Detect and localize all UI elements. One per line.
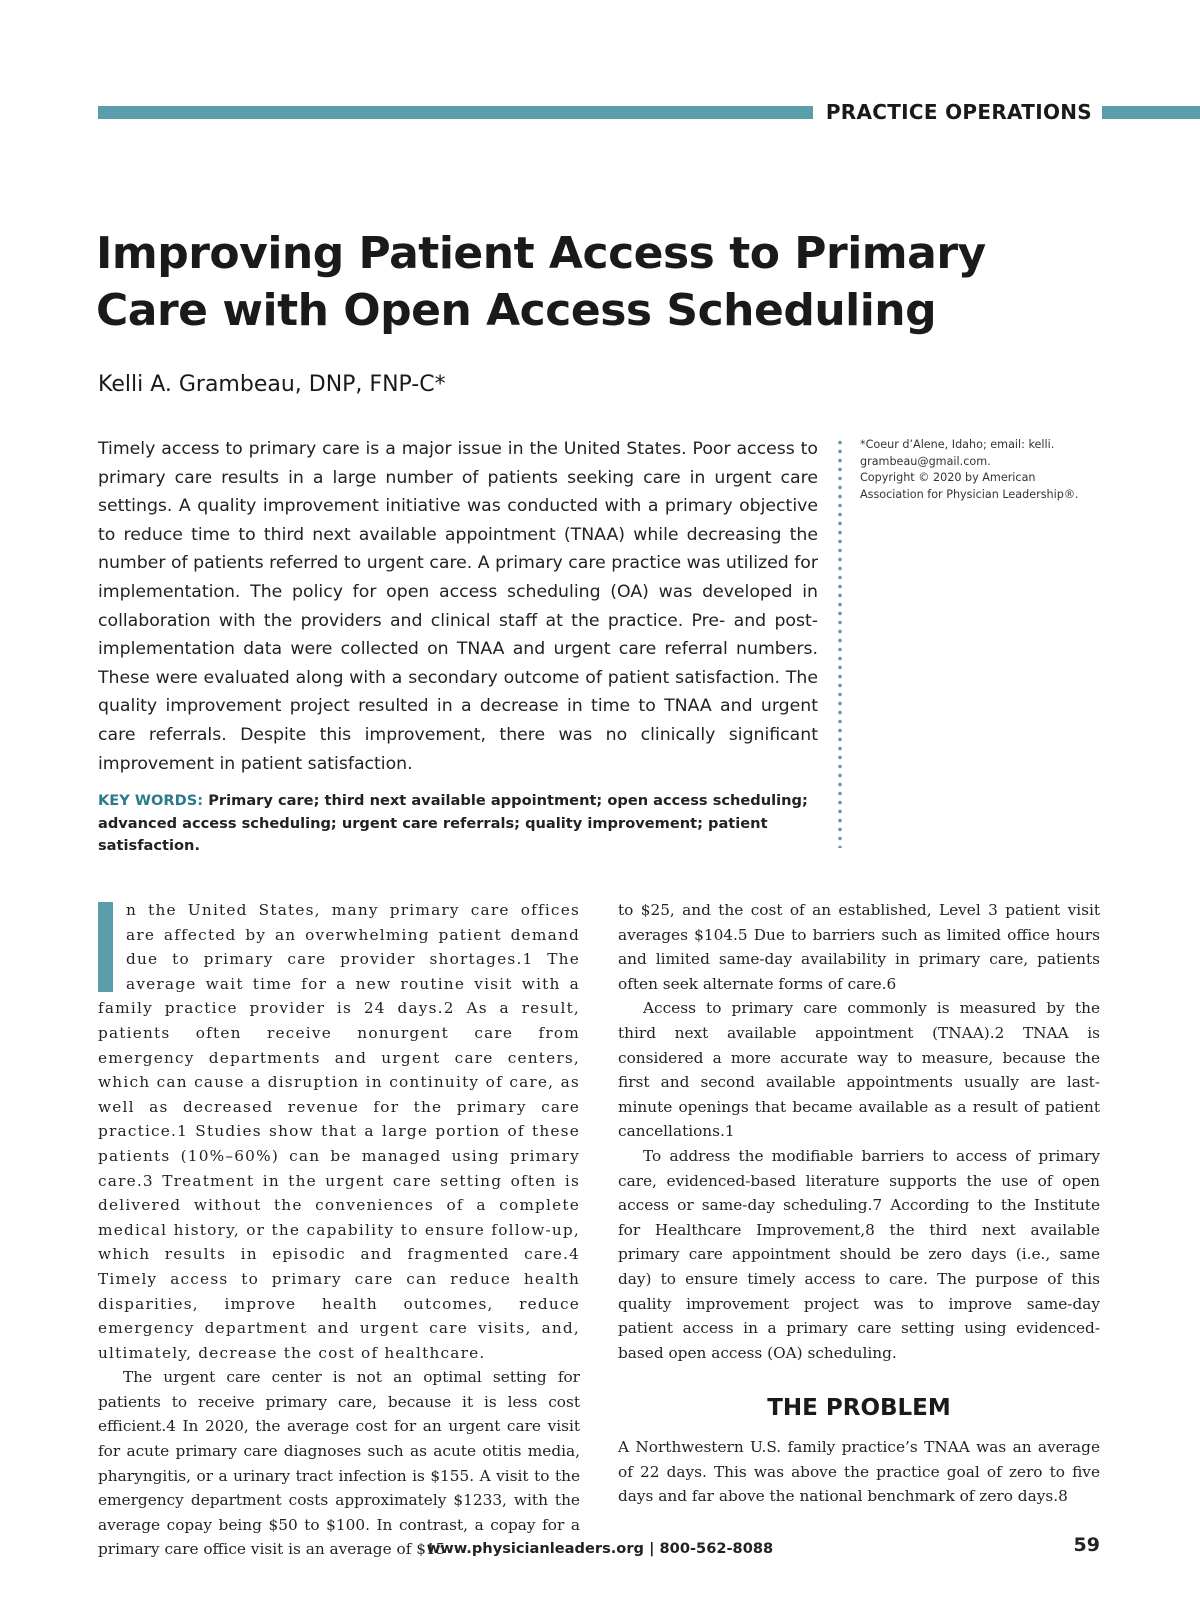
- keywords: [98, 790, 818, 858]
- drop-cap: [98, 902, 113, 992]
- copyright-line-2: Association for Physician Leadership®.: [860, 487, 1079, 501]
- affiliation-line-2: grambeau@gmail.com.: [860, 454, 991, 468]
- body-paragraph: To address the modifiable barriers to access of primary care, evidenced-based literature supports the use of open access or same-day scheduling.7 According to the Institute for Healthcare Improvement,8 the third next available primary care appointment should be zero days (i.e., same day) to ensure timely access to care. The purpose of this quality improvement project was to improve same-day patient access in a primary care setting using evidenced-based open access (OA) scheduling.: [618, 1146, 1100, 1362]
- affiliation-line-1: *Coeur d’Alene, Idaho; email: kelli.: [860, 438, 1055, 451]
- body-paragraph: [98, 898, 580, 1365]
- body-paragraph: to $25, and the cost of an established, Level 3 patient visit averages $104.5 Due to barriers such as limited office hours and limited same-day availability in primary care, patients often seek alternate forms of care.6: [618, 901, 1100, 993]
- body-column-left: [98, 898, 580, 1562]
- keywords-label: KEY WORDS:: [98, 792, 204, 809]
- affiliation-note: [860, 437, 1110, 503]
- article-title: Improving Patient Access to Primary Care with Open Access Scheduling: [96, 228, 986, 336]
- body-paragraph: A Northwestern U.S. family practice’s TNAA was an average of 22 days. This was above the practice goal of zero to five days and far above the national benchmark of zero days.8: [618, 1438, 1100, 1506]
- section-label: PRACTICE OPERATIONS: [825, 100, 1092, 124]
- page-number: 59: [1073, 1534, 1100, 1556]
- page-footer: [360, 1540, 840, 1557]
- body-column-right: [618, 898, 1100, 1509]
- copyright-line-1: Copyright © 2020 by American: [860, 471, 1036, 484]
- body-paragraph: The urgent care center is not an optimal setting for patients to receive primary care, because it is less cost efficient.4 In 2020, the average cost for an urgent care visit for acute primary care diagnoses such as acute otitis media, pharyngitis, or a urinary tract infection is $155. A visit to the emergency department costs approximately $1233, with the average copay being $50 to $100. In contrast, a copay for a primary care office visit is an average of $15: [98, 1368, 580, 1559]
- article-author: Kelli A. Grambeau, DNP, FNP-C*: [98, 372, 446, 397]
- section-heading: THE PROBLEM: [767, 1395, 951, 1422]
- abstract: Timely access to primary care is a major issue in the United States. Poor access to primary care results in a large number of patients seeking care in urgent care settings. A quality improvement initiative was conducted with a primary objective to reduce time to third next available appointment (TNAA) while decreasing the number of patients referred to urgent care. A primary care practice was utilized for implementation. The policy for open access scheduling (OA) was developed in collaboration with the providers and clinical staff at the practice. Pre- and post-implementation data were collected on TNAA and urgent care referral numbers. These were evaluated along with a secondary outcome of patient satisfaction. The quality improvement project resulted in a decrease in time to TNAA and urgent care referrals. Despite this improvement, there was no clinically significant improvement in patient satisfaction.: [98, 439, 818, 774]
- dotted-divider: [838, 438, 842, 848]
- footer-phone: 800-562-8088: [659, 1540, 774, 1557]
- header-rule-right: [1102, 106, 1200, 119]
- keywords-text: Primary care; third next available appointment; open access scheduling; advanced access scheduling; urgent care referrals; quality improvement; patient satisfaction.: [98, 792, 808, 854]
- footer-separator: |: [649, 1540, 655, 1557]
- body-paragraph: Access to primary care commonly is measured by the third next available appointment (TNAA).2 TNAA is considered a more accurate way to measure, because the first and second available appointments usually are last-minute openings that became available as a result of patient cancellations.1: [618, 999, 1100, 1141]
- header-rule-left: [98, 106, 813, 119]
- footer-website-link[interactable]: www.physicianleaders.org: [426, 1540, 644, 1557]
- paragraph-text: n the United States, many primary care offices are affected by an overwhelming patient demand due to primary care provider shortages.1 The average wait time for a new routine visit with a family practice provider is 24 days.2 As a result, patients often receive nonurgent care from emergency departments and urgent care centers, which can cause a disruption in continuity of care, as well as decreased revenue for the primary care practice.1 Studies show that a large portion of these patients (10%–60%) can be managed using primary care.3 Treatment in the urgent care setting often is delivered without the conveniences of a complete medical history, or the capability to ensure follow-up, which results in episodic and fragmented care.4 Timely access to primary care can reduce health disparities, improve health outcomes, reduce emergency department and urgent care visits, and, ultimately, decrease the cost of healthcare.: [98, 901, 580, 1362]
